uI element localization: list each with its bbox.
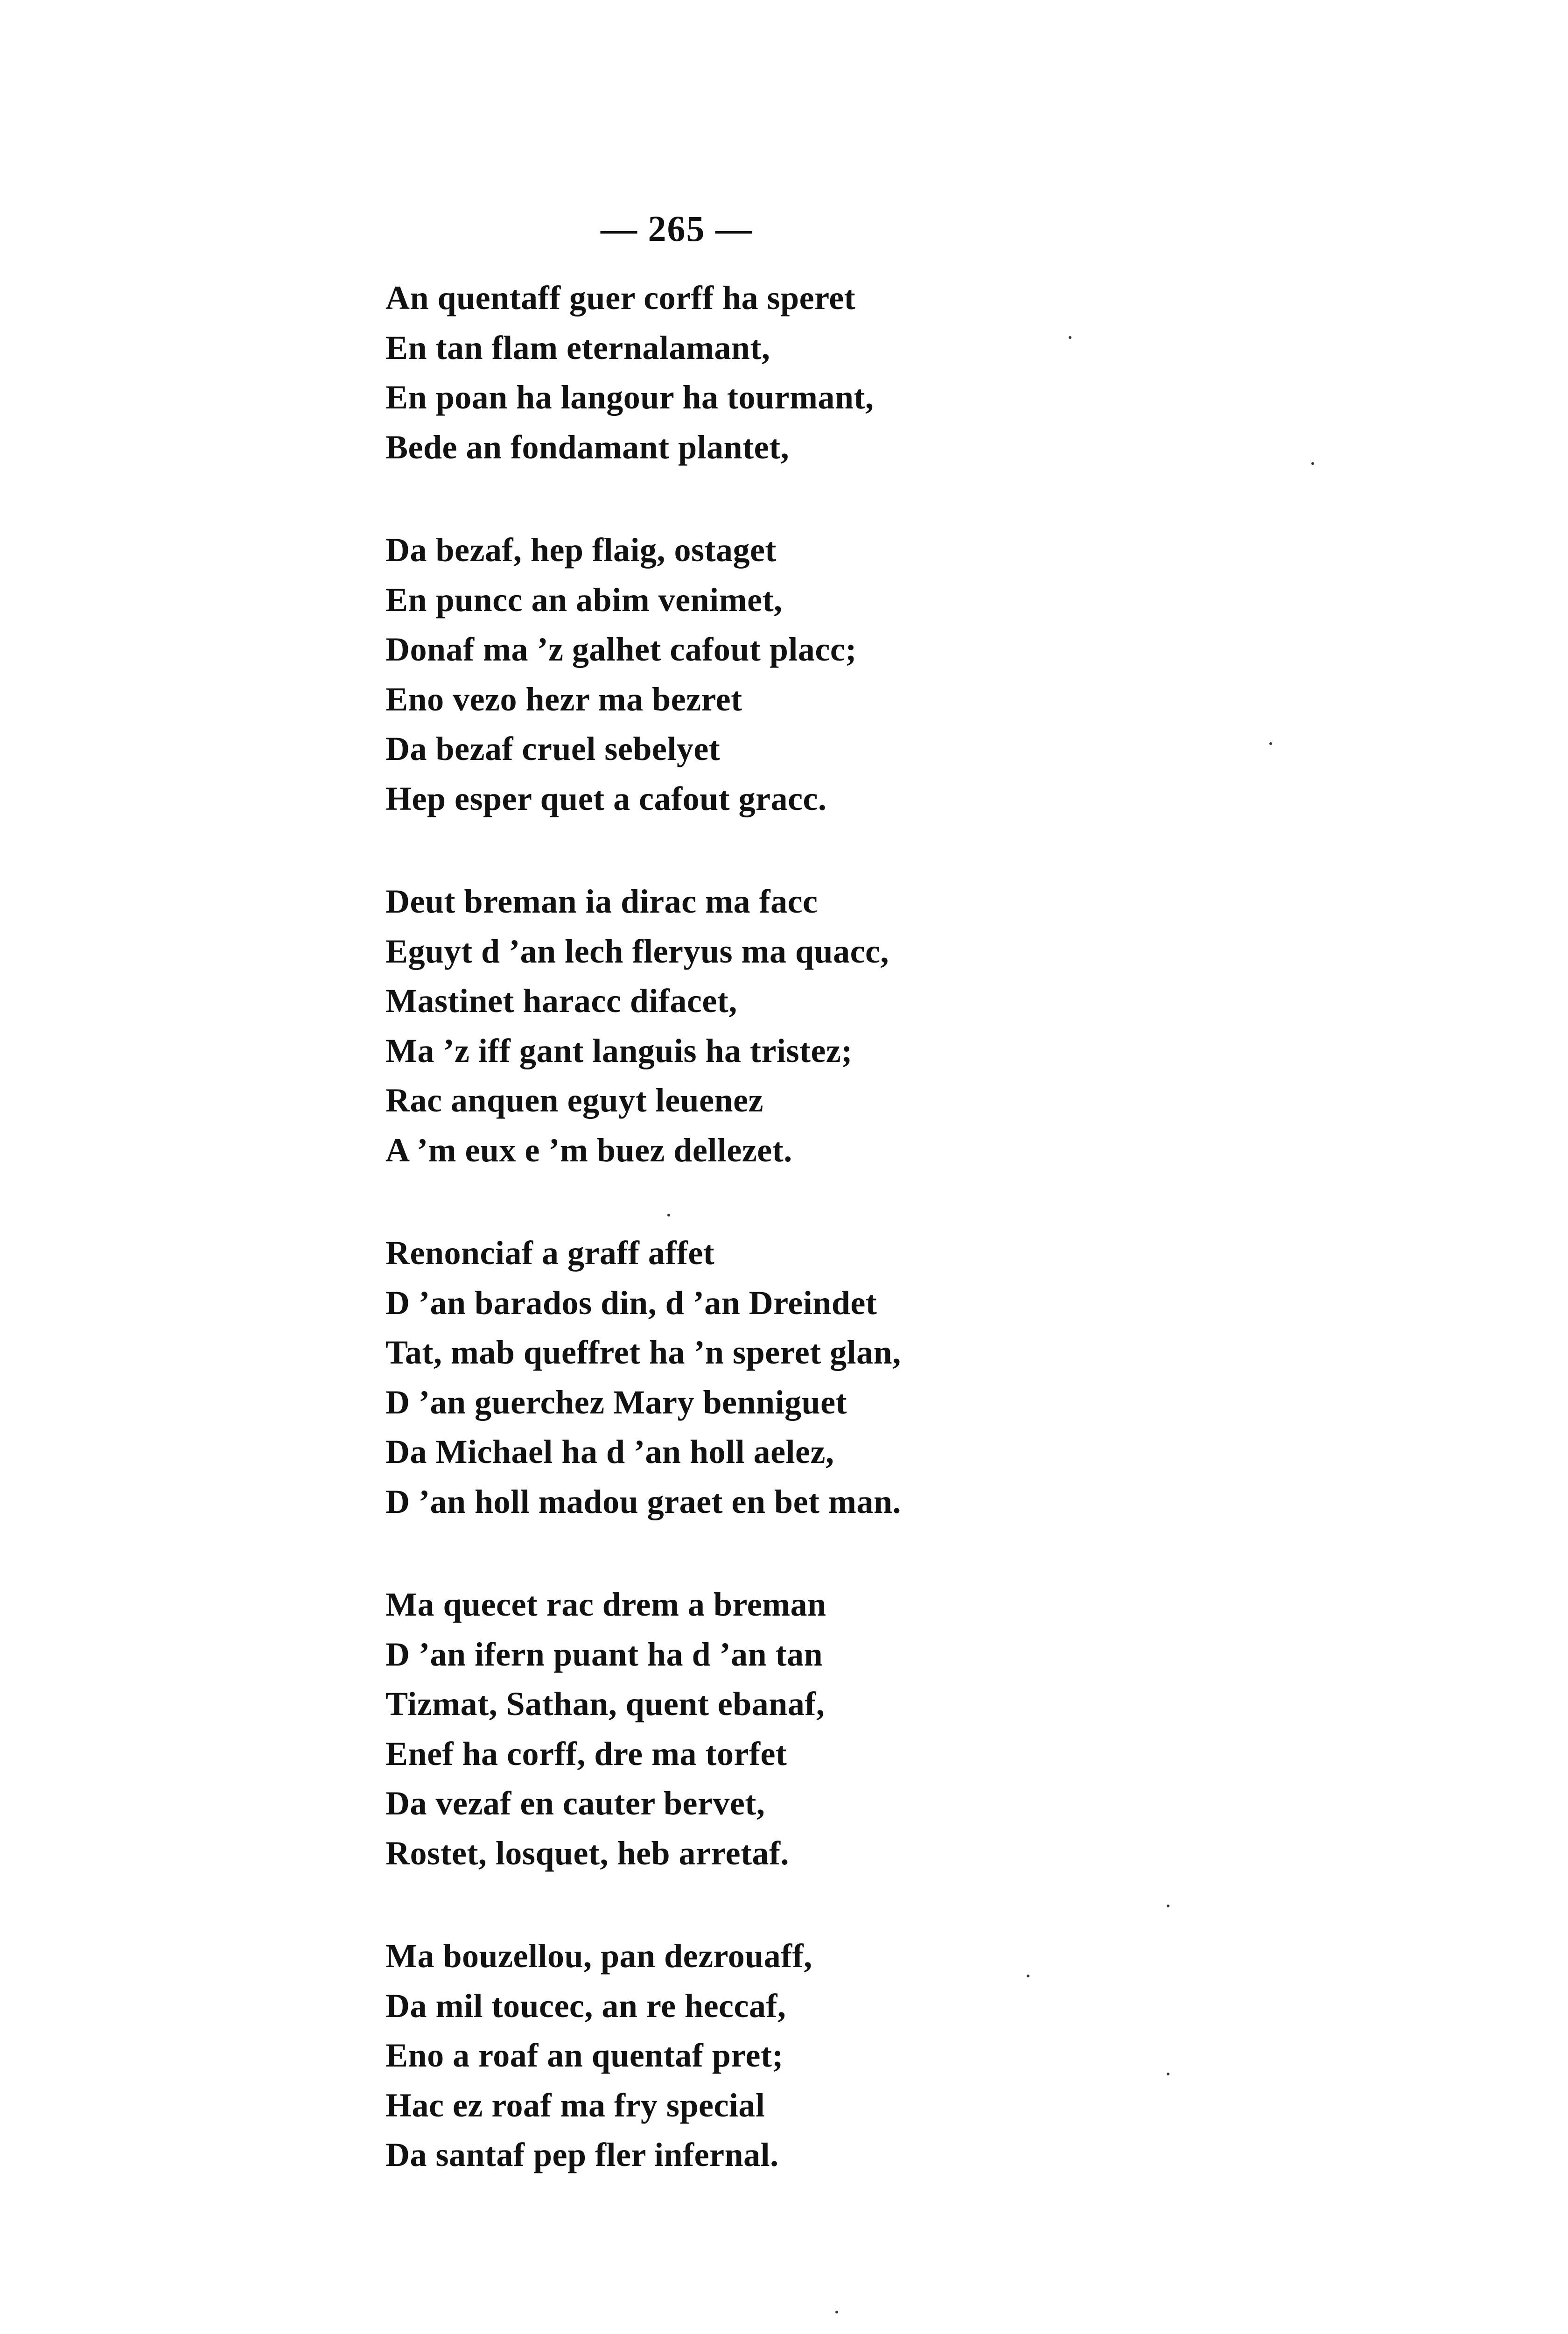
poem-line: Hac ez roaf ma fry special bbox=[385, 2086, 765, 2124]
poem-line: En puncc an abim venimet, bbox=[385, 581, 783, 619]
poem-line: Da vezaf en cauter bervet, bbox=[385, 1785, 765, 1822]
poem-line: Da Michael ha d ’an holl aelez, bbox=[385, 1433, 834, 1470]
poem-line: Eguyt d ’an lech fleryus ma quacc, bbox=[385, 932, 889, 970]
poem-line: Donaf ma ’z galhet cafout placc; bbox=[385, 631, 857, 668]
stanza-4 bbox=[385, 1228, 1412, 1526]
poem bbox=[385, 273, 1412, 2180]
poem-line: Ma quecet rac drem a breman bbox=[385, 1586, 826, 1623]
poem-line: D ’an ifern puant ha d ’an tan bbox=[385, 1635, 823, 1673]
poem-line: Rac anquen eguyt leuenez bbox=[385, 1082, 763, 1119]
poem-line: En poan ha langour ha tourmant, bbox=[385, 379, 874, 416]
poem-line: Hep esper quet a cafout gracc. bbox=[385, 780, 827, 817]
stanza-6 bbox=[385, 1931, 1412, 2180]
scan-speck bbox=[1167, 1905, 1169, 1907]
poem-line: D ’an holl madou graet en bet man. bbox=[385, 1483, 902, 1520]
stanza-2 bbox=[385, 525, 1412, 823]
poem-line: Ma bouzellou, pan dezrouaff, bbox=[385, 1937, 812, 1975]
poem-line: Da bezaf, hep flaig, ostaget bbox=[385, 531, 777, 569]
poem-line: Enef ha corff, dre ma torfet bbox=[385, 1735, 787, 1772]
poem-line: D ’an barados din, d ’an Dreindet bbox=[385, 1284, 877, 1322]
stanza-5 bbox=[385, 1580, 1412, 1878]
page-number: — 265 — bbox=[601, 208, 753, 249]
poem-line: Renonciaf a graff affet bbox=[385, 1234, 715, 1272]
scan-speck bbox=[835, 2311, 838, 2313]
poem-line: Da santaf pep fler infernal. bbox=[385, 2136, 779, 2173]
poem-line: Eno a roaf an quentaf pret; bbox=[385, 2037, 784, 2074]
scan-speck bbox=[1027, 1975, 1029, 1977]
poem-line: Da mil toucec, an re heccaf, bbox=[385, 1987, 786, 2025]
poem-line: Rostet, losquet, heb arretaf. bbox=[385, 1834, 790, 1872]
poem-line: Deut breman ia dirac ma facc bbox=[385, 883, 818, 920]
poem-line: D ’an guerchez Mary benniguet bbox=[385, 1383, 847, 1421]
scan-speck bbox=[1269, 742, 1272, 745]
poem-line: Ma ’z iff gant languis ha tristez; bbox=[385, 1032, 853, 1069]
poem-line: Tizmat, Sathan, quent ebanaf, bbox=[385, 1685, 825, 1722]
stanza-1 bbox=[385, 273, 1412, 472]
scan-speck bbox=[667, 1214, 670, 1216]
poem-line: An quentaff guer corff ha speret bbox=[385, 279, 856, 316]
scan-speck bbox=[1311, 462, 1314, 465]
scan-speck bbox=[1167, 2073, 1169, 2075]
poem-line: A ’m eux e ’m buez dellezet. bbox=[385, 1131, 792, 1169]
poem-line: Eno vezo hezr ma bezret bbox=[385, 680, 742, 718]
poem-line: Mastinet haracc difacet, bbox=[385, 982, 737, 1019]
scan-speck bbox=[1069, 336, 1071, 339]
stanza-3 bbox=[385, 877, 1412, 1175]
poem-line: Da bezaf cruel sebelyet bbox=[385, 730, 721, 767]
poem-line: En tan flam eternalamant, bbox=[385, 329, 770, 366]
poem-line: Tat, mab queffret ha ’n speret glan, bbox=[385, 1334, 901, 1371]
poem-line: Bede an fondamant plantet, bbox=[385, 428, 790, 466]
